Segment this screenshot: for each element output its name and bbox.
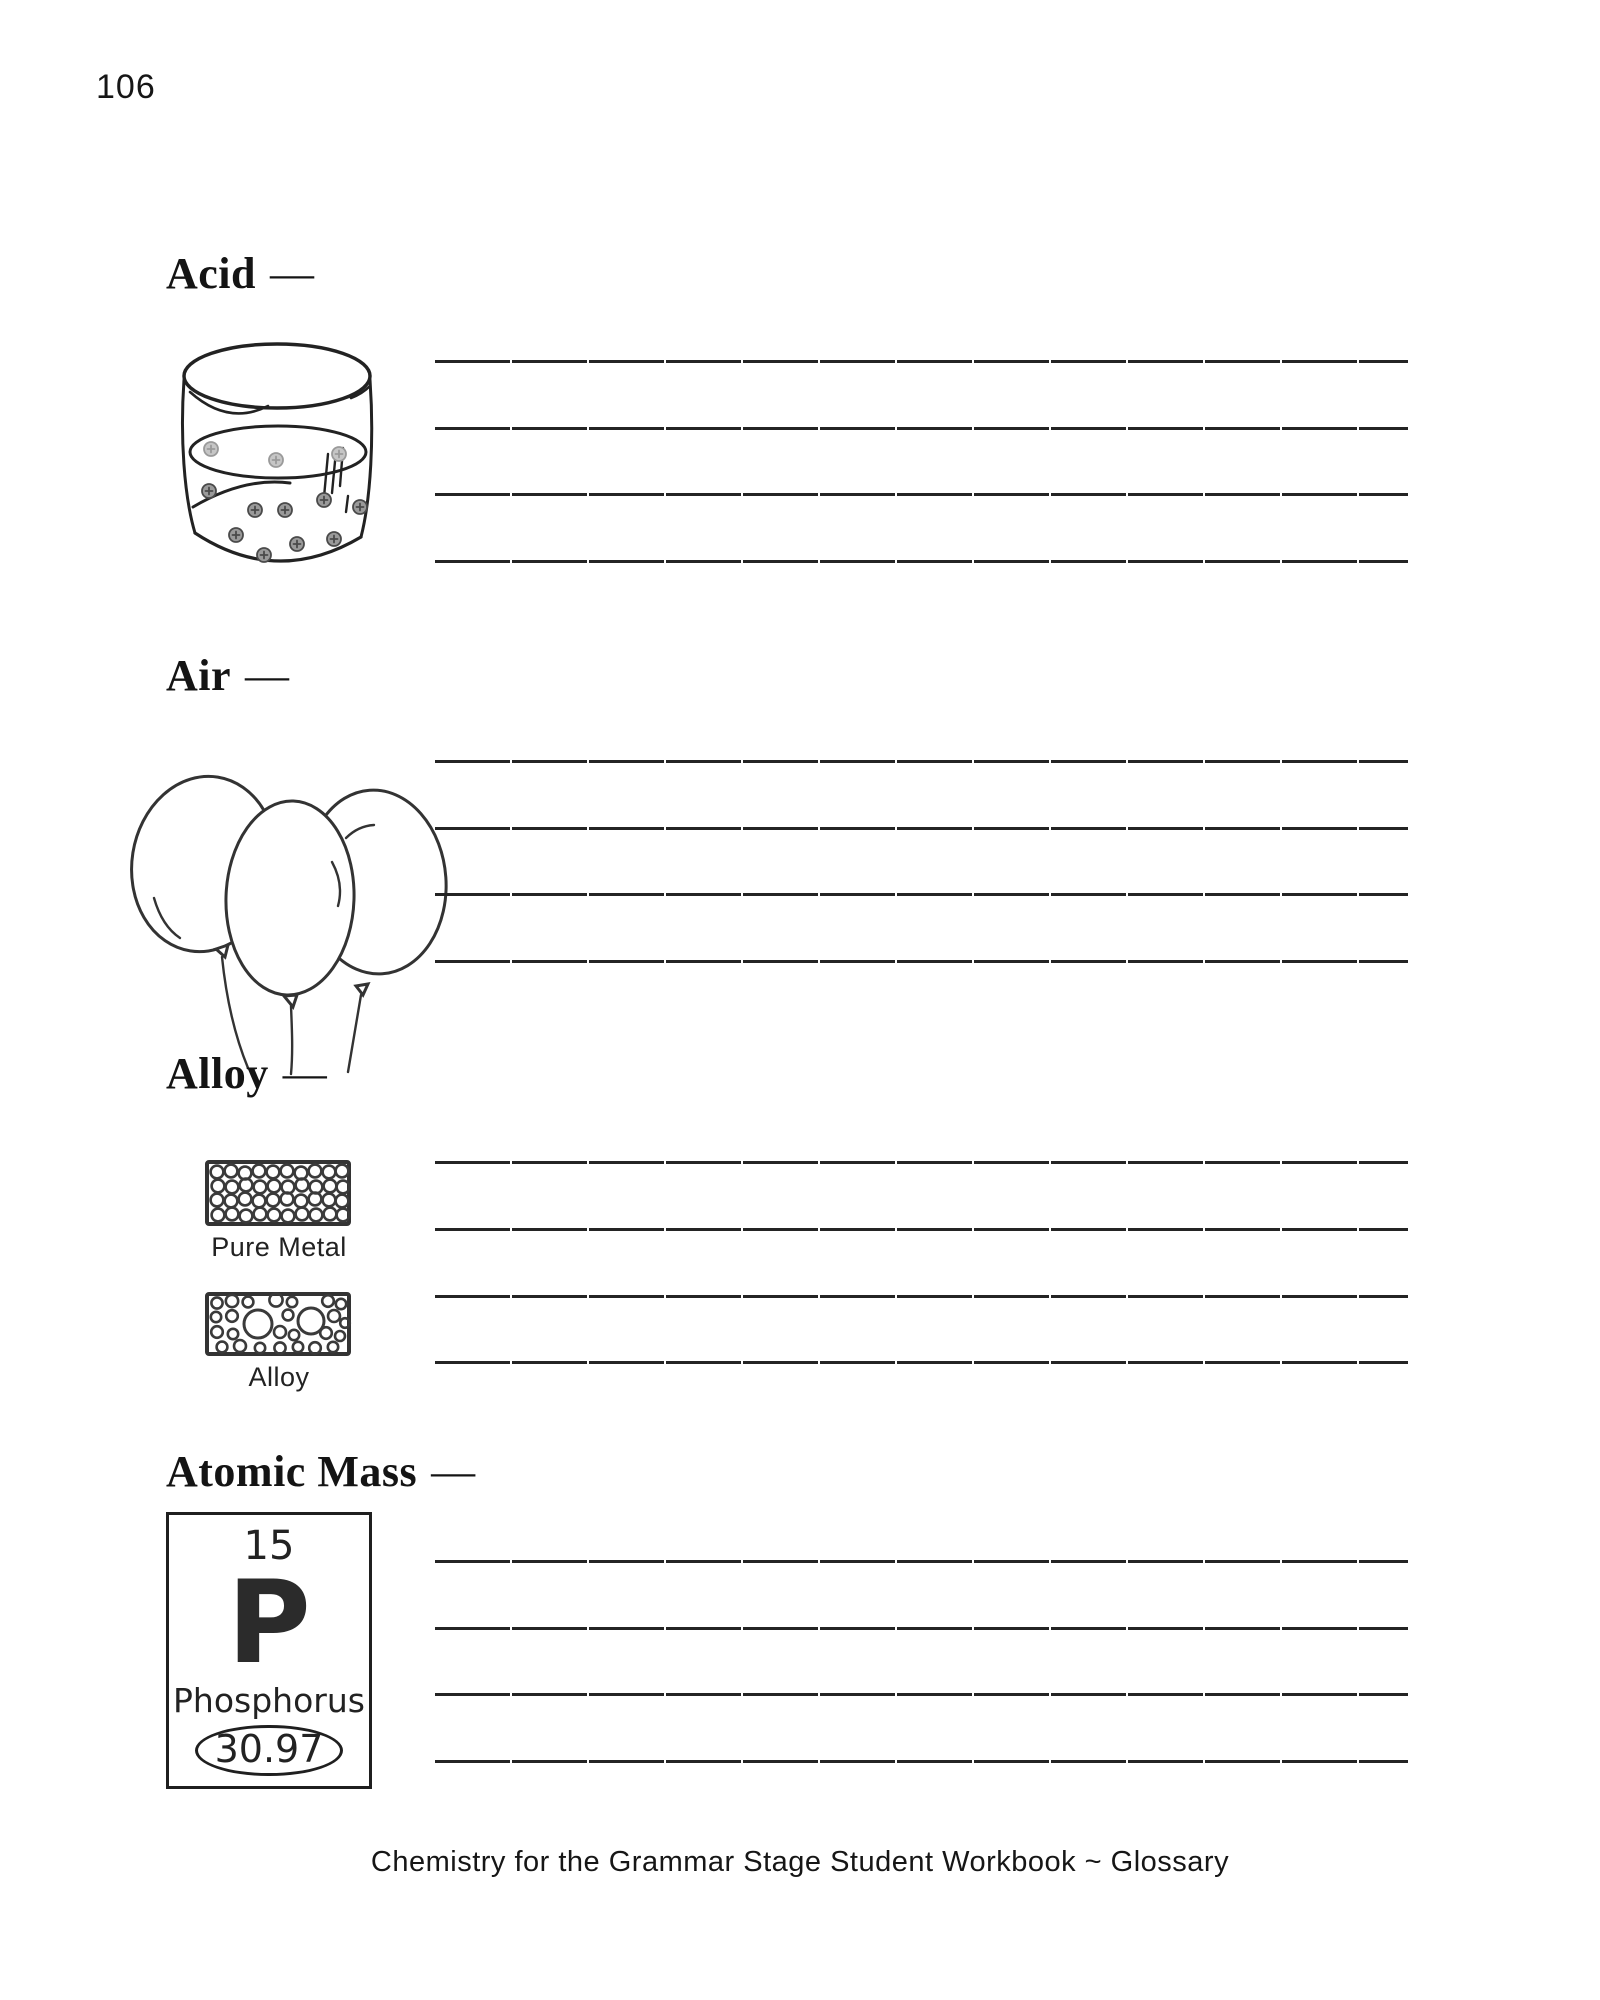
term-dash: — xyxy=(282,1049,328,1098)
term-heading-air xyxy=(166,650,290,701)
answer-line[interactable] xyxy=(435,760,1408,763)
atomic-mass-value: 30.97 xyxy=(195,1725,344,1777)
element-name: Phosphorus xyxy=(173,1680,365,1720)
term-dash: — xyxy=(431,1447,476,1496)
term-dash: — xyxy=(270,249,315,298)
hydrogen-ion-particles-light xyxy=(204,442,346,467)
term-heading-atomic-mass xyxy=(166,1446,476,1497)
answer-line[interactable] xyxy=(435,427,1408,430)
answer-line[interactable] xyxy=(435,1295,1408,1298)
page-number: 106 xyxy=(96,68,156,106)
answer-line[interactable] xyxy=(435,1228,1408,1231)
answer-line[interactable] xyxy=(435,1161,1408,1164)
answer-line[interactable] xyxy=(435,1693,1408,1696)
answer-line[interactable] xyxy=(435,893,1408,896)
answer-line[interactable] xyxy=(435,960,1408,963)
answer-line[interactable] xyxy=(435,493,1408,496)
answer-line[interactable] xyxy=(435,1361,1408,1364)
term-heading-alloy xyxy=(166,1048,327,1099)
answer-line[interactable] xyxy=(435,1760,1408,1763)
answer-line[interactable] xyxy=(435,560,1408,563)
term-heading-acid xyxy=(166,248,315,299)
term-dash: — xyxy=(245,651,290,700)
alloy-label: Alloy xyxy=(248,1362,310,1392)
answer-line[interactable] xyxy=(435,1560,1408,1563)
footer-title: Chemistry for the Grammar Stage Student Workbook ~ Glossary xyxy=(370,1846,1230,1878)
pure-metal-label: Pure Metal xyxy=(211,1232,347,1262)
answer-line[interactable] xyxy=(435,827,1408,830)
answer-line[interactable] xyxy=(435,360,1408,363)
atomic-number: 15 xyxy=(243,1523,295,1569)
answer-line[interactable] xyxy=(435,1627,1408,1630)
balloons-illustration xyxy=(124,746,448,1076)
beaker-illustration xyxy=(178,336,376,584)
term-text: Air xyxy=(166,651,232,700)
term-text: Alloy xyxy=(166,1049,269,1098)
alloy-diagram xyxy=(204,1290,352,1364)
term-text: Atomic Mass xyxy=(166,1447,418,1496)
pure-metal-diagram xyxy=(204,1158,352,1232)
term-text: Acid xyxy=(166,249,256,298)
phosphorus-element-tile xyxy=(166,1512,372,1789)
element-symbol: P xyxy=(227,1556,311,1689)
